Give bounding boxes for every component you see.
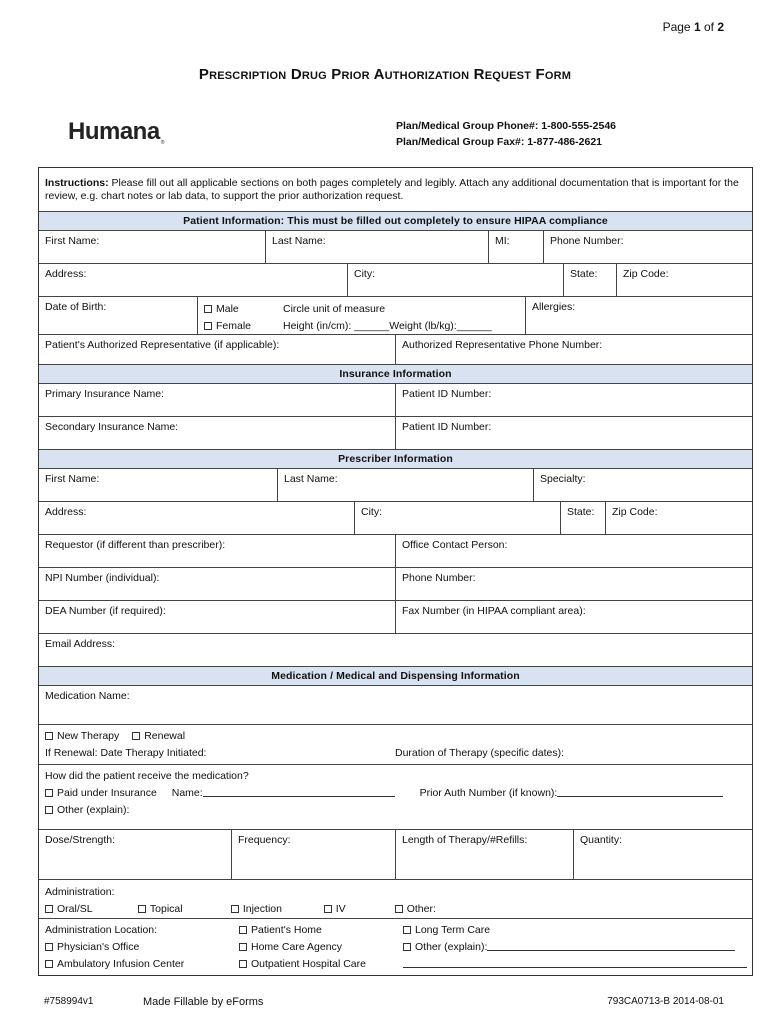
primary-patient-id-field[interactable]: Patient ID Number: <box>402 388 492 400</box>
patient-section-header: Patient Information: This must be filled out completely to ensure HIPAA compliance <box>39 212 752 231</box>
patient-city-field[interactable]: City: <box>348 264 564 296</box>
prior-auth-input[interactable] <box>557 786 723 797</box>
secondary-patient-id-field[interactable]: Patient ID Number: <box>402 421 492 433</box>
patient-zip-field[interactable]: Zip Code: <box>623 268 669 280</box>
prescriber-first-name-field[interactable]: First Name: <box>39 469 278 501</box>
patient-address-field[interactable]: Address: <box>39 264 348 296</box>
height-weight-field[interactable]: Circle unit of measure Height (in/cm): ______Weight (lb/kg):______ <box>277 297 526 334</box>
medication-section-header: Medication / Medical and Dispensing Information <box>39 667 752 686</box>
renewal-date-label: If Renewal: Date Therapy Initiated: <box>45 747 207 759</box>
other-location-checkbox[interactable] <box>403 943 411 951</box>
therapy-type: New Therapy Renewal If Renewal: Date Therapy Initiated: Duration of Therapy (specific dates): <box>39 725 752 764</box>
allergies-field[interactable]: Allergies: <box>532 301 576 313</box>
administration: Administration: Oral/SL Topical Injection IV Other: <box>45 886 436 915</box>
secondary-insurance-field[interactable]: Secondary Insurance Name: <box>39 417 396 449</box>
insurance-name-input[interactable] <box>203 786 395 797</box>
long-term-care-checkbox[interactable] <box>403 926 411 934</box>
quantity-field[interactable]: Quantity: <box>580 834 623 846</box>
duration-label: Duration of Therapy (specific dates): <box>395 747 565 759</box>
prescriber-email-field[interactable]: Email Address: <box>45 638 116 650</box>
prescriber-phone-field[interactable]: Phone Number: <box>402 572 476 584</box>
medication-name-field[interactable]: Medication Name: <box>45 690 130 702</box>
prescriber-fax-field[interactable]: Fax Number (in HIPAA compliant area): <box>402 605 586 617</box>
patient-home-checkbox[interactable] <box>239 926 247 934</box>
humana-logo: Humana® <box>68 118 164 146</box>
other-location-line[interactable] <box>403 957 747 968</box>
patient-mi-field[interactable]: MI: <box>489 231 544 263</box>
patient-state-field[interactable]: State: <box>564 264 617 296</box>
other-admin-checkbox[interactable] <box>395 905 403 913</box>
prescriber-state-field[interactable]: State: <box>561 502 606 534</box>
other-received-checkbox[interactable] <box>45 806 53 814</box>
gender-options: Male Female <box>198 297 277 334</box>
paid-insurance-checkbox[interactable] <box>45 789 53 797</box>
plan-contact <box>396 118 616 150</box>
physician-office-checkbox[interactable] <box>45 943 53 951</box>
prescriber-city-field[interactable]: City: <box>355 502 561 534</box>
oral-checkbox[interactable] <box>45 905 53 913</box>
authorization-form <box>38 167 753 976</box>
form-id: #758994v1 <box>44 996 94 1007</box>
prescriber-zip-field[interactable]: Zip Code: <box>612 506 658 518</box>
infusion-center-checkbox[interactable] <box>45 960 53 968</box>
therapy-length-field[interactable]: Length of Therapy/#Refills: <box>396 830 574 879</box>
office-contact-field[interactable]: Office Contact Person: <box>402 539 508 551</box>
iv-checkbox[interactable] <box>324 905 332 913</box>
eforms-credit: Made Fillable by eForms <box>143 996 264 1008</box>
prescriber-section-header: Prescriber Information <box>39 450 752 469</box>
outpatient-checkbox[interactable] <box>239 960 247 968</box>
new-therapy-checkbox[interactable] <box>45 732 53 740</box>
authorized-rep-phone-field[interactable]: Authorized Representative Phone Number: <box>402 339 603 351</box>
patient-last-name-field[interactable]: Last Name: <box>266 231 489 263</box>
requestor-field[interactable]: Requestor (if different than prescriber): <box>39 535 396 567</box>
medication-received: How did the patient receive the medication? Paid under Insurance Name: Prior Auth Number (if known): Other (explain): <box>39 765 752 829</box>
patient-first-name-field[interactable]: First Name: <box>39 231 266 263</box>
form-code: 793CA0713-B 2014-08-01 <box>607 996 724 1007</box>
female-checkbox[interactable] <box>204 322 212 330</box>
plan-phone: Plan/Medical Group Phone#: 1-800-555-2546 <box>396 120 616 132</box>
form-title: Prescription Drug Prior Authorization Request Form <box>198 66 572 83</box>
dea-number-field[interactable]: DEA Number (if required): <box>39 601 396 633</box>
patient-dob-field[interactable]: Date of Birth: <box>39 297 198 334</box>
injection-checkbox[interactable] <box>231 905 239 913</box>
other-location-input[interactable] <box>487 940 735 951</box>
prescriber-address-field[interactable]: Address: <box>39 502 355 534</box>
npi-number-field[interactable]: NPI Number (individual): <box>39 568 396 600</box>
prescriber-last-name-field[interactable]: Last Name: <box>278 469 534 501</box>
topical-checkbox[interactable] <box>138 905 146 913</box>
authorized-rep-field[interactable]: Patient's Authorized Representative (if applicable): <box>39 335 396 364</box>
dose-strength-field[interactable]: Dose/Strength: <box>39 830 232 879</box>
plan-fax: Plan/Medical Group Fax#: 1-877-486-2621 <box>396 136 603 148</box>
insurance-section-header: Insurance Information <box>39 365 752 384</box>
male-checkbox[interactable] <box>204 305 212 313</box>
prescriber-specialty-field[interactable]: Specialty: <box>540 473 586 485</box>
administration-location: Administration Location: Physician's Office Ambulatory Infusion Center Patient's Home Home Care Agency Outpatient Hospital Care Long Term Care Other (explain): <box>39 919 753 975</box>
renewal-checkbox[interactable] <box>132 732 140 740</box>
page-number: Page 1 of 2 <box>662 20 724 34</box>
frequency-field[interactable]: Frequency: <box>232 830 396 879</box>
patient-phone-field[interactable]: Phone Number: <box>550 235 624 247</box>
instructions: Instructions: Please fill out all applicable sections on both pages completely and legibly. Attach any additional documentation that is important for the review, e.g. chart notes or lab data, to support the prior authorization request. <box>39 168 752 212</box>
home-care-checkbox[interactable] <box>239 943 247 951</box>
primary-insurance-field[interactable]: Primary Insurance Name: <box>39 384 396 416</box>
